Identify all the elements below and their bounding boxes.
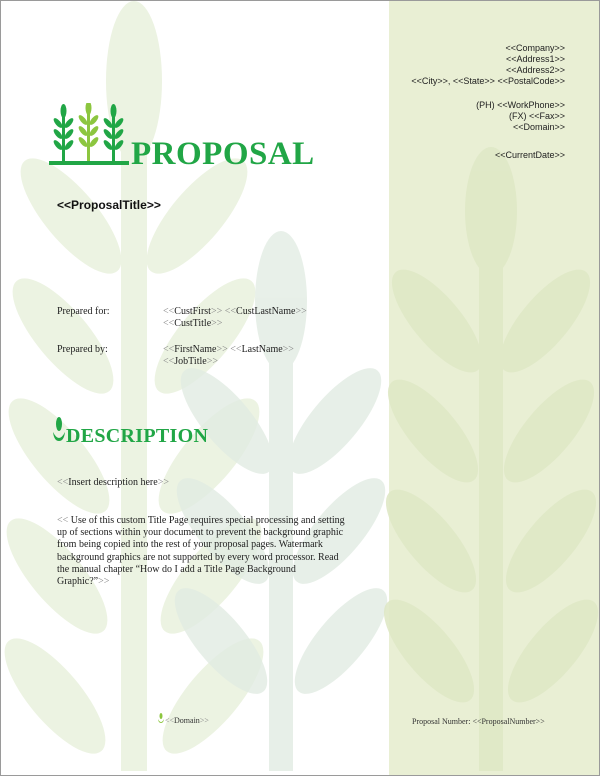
- small-leaf-icon: [157, 713, 165, 724]
- proposal-number-field: Proposal Number: <<ProposalNumber>>: [412, 717, 545, 726]
- prepared-for-label: Prepared for:: [57, 306, 110, 317]
- domain-field: <<Domain>>: [512, 122, 565, 132]
- description-insert: <<Insert description here>>: [57, 477, 169, 488]
- footer-domain: <<Domain>>: [157, 713, 209, 725]
- city-state-postal-field: <<City>>, <<State>> <<PostalCode>>: [411, 76, 565, 86]
- first-name-field: FirstName: [174, 344, 217, 355]
- address2-field: <<Address2>>: [505, 65, 565, 75]
- last-name-field: LastName: [241, 344, 283, 355]
- company-field: <<Company>>: [505, 43, 565, 53]
- fax-field: (FX) <<Fax>>: [508, 111, 565, 121]
- leaf-icon: [51, 417, 67, 443]
- address1-field: <<Address1>>: [505, 54, 565, 64]
- prepared-by-value: <<FirstName>> <<LastName>> <<JobTitle>>: [163, 344, 294, 367]
- proposal-heading: PROPOSAL: [131, 136, 315, 172]
- date-block: [495, 150, 565, 161]
- current-date-field: <<CurrentDate>>: [494, 150, 565, 160]
- job-title-field: JobTitle: [174, 356, 207, 367]
- work-phone-field: (PH) <<WorkPhone>>: [476, 100, 565, 110]
- company-address-block: [411, 43, 565, 87]
- description-heading: DESCRIPTION: [66, 425, 209, 447]
- wheat-logo-icon: [49, 103, 129, 167]
- company-contact-block: [476, 100, 565, 133]
- description-instructions: << Use of this custom Title Page requires special processing and setting up of sections within your document to prevent the background graphic from being copied into the rest of your proposal pages. Watermark background graphics are not supported by every word processor. Read the manual chapter “How do I add a Title Page Background Graphic?”>>: [57, 515, 345, 588]
- cust-last-name-field: CustLastName: [236, 306, 296, 317]
- cust-title-field: CustTitle: [174, 318, 212, 329]
- prepared-by-label: Prepared by:: [57, 344, 108, 355]
- proposal-title-field: <<ProposalTitle>>: [57, 198, 161, 212]
- cust-first-field: CustFirst: [174, 306, 211, 317]
- prepared-for-value: <<CustFirst>> <<CustLastName>> <<CustTitle>>: [163, 306, 307, 329]
